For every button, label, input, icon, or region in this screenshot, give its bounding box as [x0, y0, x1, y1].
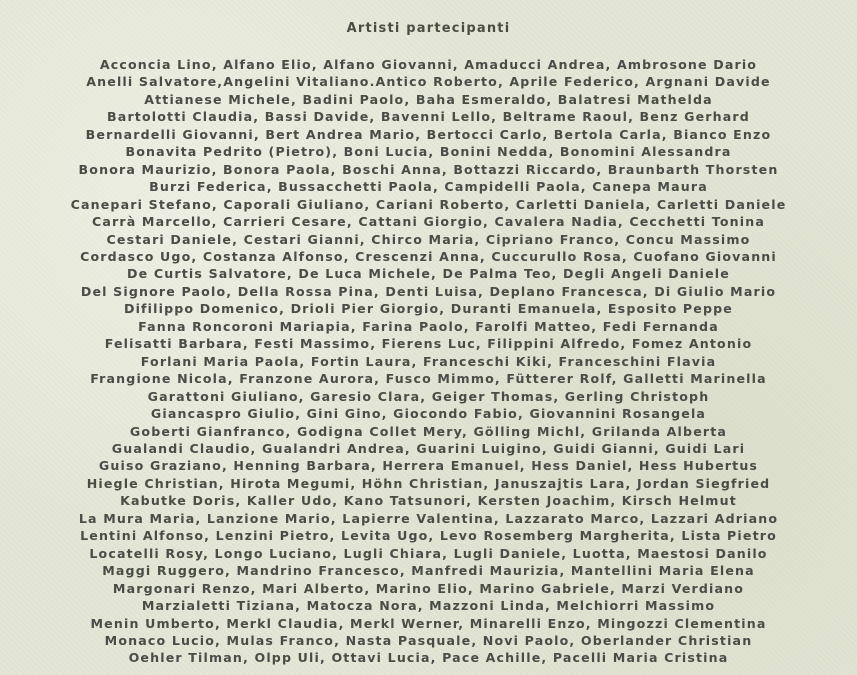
- artist-line: Bonavita Pedrito (Pietro), Boni Lucia, Bonini Nedda, Bonomini Alessandra: [125, 144, 732, 160]
- artist-line: Anelli Salvatore,Angelini Vitaliano.Antico Roberto, Aprile Federico, Argnani Davide: [86, 74, 771, 90]
- artist-line: Goberti Gianfranco, Godigna Collet Mery, Gölling Michl, Grilanda Alberta: [129, 423, 728, 439]
- artist-line: Kabutke Doris, Kaller Udo, Kano Tatsunori, Kersten Joachim, Kirsch Helmut: [120, 493, 737, 509]
- page-title: Artisti partecipanti: [346, 21, 511, 36]
- artist-line: Del Signore Paolo, Della Rossa Pina, Denti Luisa, Deplano Francesca, Di Giulio Mario: [80, 283, 777, 299]
- artist-line: La Mura Maria, Lanzione Mario, Lapierre Valentina, Lazzarato Marco, Lazzari Adriano: [78, 510, 779, 526]
- artist-line: Bernardelli Giovanni, Bert Andrea Mario, Bertocci Carlo, Bertola Carla, Bianco Enzo: [85, 126, 772, 142]
- artist-line: Guiso Graziano, Henning Barbara, Herrera Emanuel, Hess Daniel, Hess Hubertus: [98, 458, 759, 474]
- artist-line: Garattoni Giuliano, Garesio Clara, Geiger Thomas, Gerling Christoph: [147, 388, 710, 404]
- artist-line: Burzi Federica, Bussacchetti Paola, Campidelli Paola, Canepa Maura: [149, 179, 708, 195]
- artist-line: Marzialetti Tiziana, Matocza Nora, Mazzoni Linda, Melchiorri Massimo: [141, 598, 716, 614]
- artist-line: Gualandi Claudio, Gualandri Andrea, Guarini Luigino, Guidi Gianni, Guidi Lari: [111, 440, 746, 456]
- artist-line: Margonari Renzo, Mari Alberto, Marino Elio, Marino Gabriele, Marzi Verdiano: [112, 580, 745, 596]
- artist-line: Canepari Stefano, Caporali Giuliano, Cariani Roberto, Carletti Daniela, Carletti Daniele: [70, 196, 787, 212]
- artist-line: Acconcia Lino, Alfano Elio, Alfano Giovanni, Amaducci Andrea, Ambrosone Dario: [99, 57, 758, 72]
- artist-line: Cordasco Ugo, Costanza Alfonso, Crescenzi Anna, Cuccurullo Rosa, Cuofano Giovanni: [80, 248, 777, 264]
- artist-line: Bonora Maurizio, Bonora Paola, Boschi Anna, Bottazzi Riccardo, Braunbarth Thorsten: [78, 161, 779, 177]
- artist-line: Giancaspro Giulio, Gini Gino, Giocondo Fabio, Giovannini Rosangela: [150, 406, 707, 422]
- artist-line: Frangione Nicola, Franzone Aurora, Fusco Mimmo, Fütterer Rolf, Galletti Marinella: [90, 371, 767, 387]
- artist-line: Carrà Marcello, Carrieri Cesare, Cattani Giorgio, Cavalera Nadia, Cecchetti Tonina: [91, 214, 765, 230]
- artist-line: Hiegle Christian, Hirota Megumi, Höhn Christian, Januszajtis Lara, Jordan Siegfried: [86, 475, 771, 491]
- artist-line: Difilippo Domenico, Drioli Pier Giorgio, Duranti Emanuela, Esposito Peppe: [123, 301, 734, 317]
- artist-line: Fanna Roncoroni Mariapia, Farina Paolo, Farolfi Matteo, Fedi Fernanda: [138, 318, 719, 334]
- artist-line: Oehler Tilman, Olpp Uli, Ottavi Lucia, Pace Achille, Pacelli Maria Cristina: [128, 650, 729, 666]
- artist-line: Menin Umberto, Merkl Claudia, Merkl Werner, Minarelli Enzo, Mingozzi Clementina: [90, 615, 767, 631]
- artist-line: Attianese Michele, Badini Paolo, Baha Esmeraldo, Balatresi Mathelda: [144, 91, 713, 107]
- artist-line: De Curtis Salvatore, De Luca Michele, De Palma Teo, Degli Angeli Daniele: [127, 266, 730, 282]
- artist-line: Cestari Daniele, Cestari Gianni, Chirco Maria, Cipriano Franco, Concu Massimo: [106, 231, 751, 247]
- artist-line: Forlani Maria Paola, Fortin Laura, Franceschi Kiki, Franceschini Flavia: [140, 353, 717, 369]
- artist-line: Monaco Lucio, Mulas Franco, Nasta Pasquale, Novi Paolo, Oberlander Christian: [104, 632, 753, 648]
- artist-line: Bartolotti Claudia, Bassi Davide, Bavenni Lello, Beltrame Raoul, Benz Gerhard: [107, 109, 750, 125]
- artist-line: Locatelli Rosy, Longo Luciano, Lugli Chiara, Lugli Daniele, Luotta, Maestosi Danilo: [89, 545, 768, 561]
- artist-line: Maggi Ruggero, Mandrino Francesco, Manfredi Maurizia, Mantellini Maria Elena: [102, 563, 755, 579]
- artist-list: [0, 56, 857, 667]
- artist-line: Lentini Alfonso, Lenzini Pietro, Levita Ugo, Levo Rosemberg Margherita, Lista Pietro: [80, 528, 777, 544]
- artist-line: Felisatti Barbara, Festi Massimo, Fierens Luc, Filippini Alfredo, Fomez Antonio: [104, 336, 753, 352]
